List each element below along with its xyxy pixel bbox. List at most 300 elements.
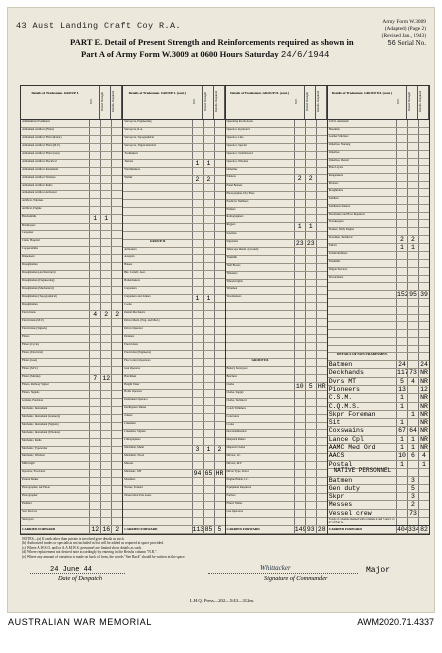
we-cell xyxy=(89,407,100,414)
trade-label: Operating Room Assts. xyxy=(226,119,254,123)
table-row xyxy=(21,327,122,335)
trade-label: C.Q.M.S. xyxy=(328,402,360,410)
posted-cell xyxy=(100,447,111,454)
trade-label: Wheelwrights xyxy=(226,278,243,283)
we-cell xyxy=(294,144,305,151)
we-cell xyxy=(192,486,203,493)
trade-label: Predictor Numbers xyxy=(226,198,249,203)
reinfts-cell xyxy=(214,351,225,358)
we-cell: 149 xyxy=(294,525,307,533)
we-cell xyxy=(89,502,100,509)
trade-label: Totals of columns marked with columns 4 and 5 and 1 to 47 of Part A. xyxy=(328,517,395,525)
we-cell xyxy=(89,391,100,398)
we-cell xyxy=(294,160,305,167)
trade-label: Surveyors, R.A. xyxy=(124,126,143,131)
reinfts-cell xyxy=(316,510,327,517)
reinfts-cell xyxy=(214,478,225,485)
table-row xyxy=(226,486,327,494)
posted-cell xyxy=(305,152,316,159)
we-cell xyxy=(89,478,100,485)
we-cell: 10 xyxy=(396,452,407,459)
trade-label: GROUP II. xyxy=(149,238,166,243)
table-row xyxy=(328,236,429,244)
trade-label: Mechanic, Wireless xyxy=(22,453,45,458)
table-row xyxy=(21,224,122,232)
trade-label: Lithographers xyxy=(124,437,141,441)
reinfts-cell xyxy=(214,367,225,374)
posted-cell xyxy=(203,383,214,390)
we-cell xyxy=(396,518,407,525)
reinfts-cell xyxy=(418,213,429,220)
we-cell: 404 xyxy=(397,525,409,533)
posted-cell xyxy=(305,295,316,302)
posted-cell xyxy=(305,264,316,271)
we-cell xyxy=(396,228,407,235)
reinfts-cell xyxy=(214,144,225,151)
posted-cell: 1 xyxy=(100,215,111,222)
reinfts-cell xyxy=(111,184,122,191)
we-cell xyxy=(294,128,305,135)
reinfts-cell xyxy=(316,168,327,175)
reinfts-cell xyxy=(214,383,225,390)
we-cell xyxy=(192,224,203,231)
posted-cell xyxy=(100,184,111,191)
we-cell xyxy=(396,166,407,173)
posted-cell: 1 xyxy=(407,244,418,251)
trade-label: NATIVE PERSONNEL xyxy=(333,466,392,474)
posted-cell: 2 xyxy=(100,311,111,318)
reinfts-cell xyxy=(111,454,122,461)
table-row xyxy=(123,510,224,518)
trade-label: Orderlies xyxy=(328,149,340,154)
we-cell: 1 xyxy=(89,215,100,222)
reinfts-cell xyxy=(214,255,225,262)
report-date: 24/6/1944 xyxy=(280,49,330,60)
reinfts-cell xyxy=(418,128,429,135)
reinfts-cell xyxy=(111,128,122,135)
trade-label xyxy=(123,208,191,215)
posted-cell xyxy=(100,224,111,231)
we-cell xyxy=(89,176,100,183)
we-cell: 94 xyxy=(192,470,203,477)
we-cell xyxy=(294,287,305,294)
posted-cell xyxy=(100,383,111,390)
reinfts-cell xyxy=(111,415,122,422)
we-cell xyxy=(192,367,203,374)
posted-cell xyxy=(100,303,111,310)
trade-label: Painters xyxy=(226,174,236,179)
reinfts-cell xyxy=(214,406,225,413)
reinfts-cell xyxy=(316,175,327,182)
reinfts-cell: NR xyxy=(418,403,429,410)
carried-forward-row xyxy=(21,526,122,534)
we-cell xyxy=(89,152,100,159)
reinfts-cell xyxy=(316,446,327,453)
trade-label: Fitters' Mates xyxy=(226,500,243,505)
we-cell xyxy=(192,168,203,175)
trade-label: C.S.M. xyxy=(328,394,353,402)
trade-label: Bakers xyxy=(124,262,133,267)
posted-cell xyxy=(100,454,111,461)
trade-column xyxy=(226,86,328,534)
posted-cell xyxy=(100,502,111,509)
column-title: Details of Tradesmen. GROUP I. (cont.) xyxy=(128,91,187,95)
we-cell xyxy=(89,255,100,262)
trade-label: AACS xyxy=(328,452,345,460)
posted-cell xyxy=(407,338,418,345)
reinfts-cell xyxy=(316,415,327,422)
trade-label xyxy=(226,303,294,310)
subcolumn-header: Posted Strength xyxy=(100,86,111,119)
reinfts-cell xyxy=(418,510,429,517)
reinfts-cell xyxy=(214,200,225,207)
print-info: L.H.Q. Press—202—5/43—312m. xyxy=(189,598,255,603)
posted-cell xyxy=(203,319,214,326)
column-header xyxy=(328,86,429,120)
table-row xyxy=(328,189,429,197)
trade-label xyxy=(123,216,191,223)
reinfts-cell xyxy=(418,330,429,337)
posted-cell xyxy=(203,518,214,525)
reinfts-cell xyxy=(214,271,225,278)
trade-label: G.P.O. Assistants xyxy=(328,119,349,123)
posted-cell xyxy=(203,359,214,366)
we-cell xyxy=(192,216,203,223)
reinfts-cell xyxy=(418,260,429,267)
reinfts-cell xyxy=(111,255,122,262)
reinfts-cell xyxy=(316,391,327,398)
we-cell xyxy=(89,439,100,446)
trade-label xyxy=(226,343,294,350)
trade-label: Radiographers xyxy=(226,214,244,219)
posted-cell xyxy=(305,192,316,199)
we-cell: 23 xyxy=(294,240,305,247)
we-cell xyxy=(294,272,305,279)
posted-cell xyxy=(407,322,418,329)
posted-cell xyxy=(305,502,316,509)
table-row xyxy=(328,315,429,323)
we-cell xyxy=(396,276,407,283)
we-cell xyxy=(89,343,100,350)
we-cell xyxy=(89,287,100,294)
we-cell: 1 xyxy=(396,436,407,443)
posted-cell xyxy=(203,398,214,405)
trade-label: Mechanic, Instrument (Wireless) xyxy=(22,429,61,434)
table-row xyxy=(328,252,429,260)
archive-name: AUSTRALIAN WAR MEMORIAL xyxy=(8,617,152,627)
trade-label: Photographer, Dry Plate xyxy=(226,190,255,195)
table-row xyxy=(226,327,327,335)
trade-label: Draughtsmen xyxy=(22,301,38,306)
reinfts-cell xyxy=(316,215,327,222)
trade-label xyxy=(123,510,191,517)
reinfts-cell xyxy=(214,494,225,501)
we-cell xyxy=(192,287,203,294)
table-row xyxy=(328,307,429,315)
reinfts-cell xyxy=(214,319,225,326)
we-cell xyxy=(294,248,305,255)
we-cell xyxy=(294,367,305,374)
reinfts-cell: 2 xyxy=(111,311,122,318)
we-cell xyxy=(396,182,407,189)
trade-label: Surveyors, Trigonometrical xyxy=(124,142,157,147)
reinfts-cell xyxy=(111,518,122,525)
trade-label: Despatch Riders xyxy=(226,437,246,442)
posted-cell xyxy=(100,128,111,135)
reinfts-cell xyxy=(418,299,429,306)
posted-cell xyxy=(100,391,111,398)
posted-cell xyxy=(203,168,214,175)
table-row xyxy=(21,518,122,526)
reinfts-cell xyxy=(316,280,327,287)
posted-cell xyxy=(407,120,418,127)
we-cell xyxy=(396,252,407,259)
rank: Major xyxy=(366,566,391,575)
trade-label xyxy=(226,319,294,326)
reinfts-cell xyxy=(214,176,225,183)
we-cell xyxy=(294,280,305,287)
we-cell xyxy=(192,414,203,421)
posted-cell xyxy=(407,268,418,275)
posted-cell xyxy=(100,343,111,350)
posted-cell xyxy=(203,351,214,358)
posted-cell xyxy=(203,454,214,461)
posted-cell xyxy=(203,263,214,270)
reinfts-cell xyxy=(418,236,429,243)
we-cell xyxy=(396,501,407,508)
trade-label: Storemen, Technical xyxy=(328,234,353,239)
we-cell xyxy=(396,189,407,196)
reinfts-cell: HR xyxy=(316,383,327,390)
reinfts-cell xyxy=(316,367,327,374)
trade-label: Masons xyxy=(124,461,134,466)
posted-cell xyxy=(407,315,418,322)
unit-name: 43 Aust Landing Craft Coy R.A. xyxy=(16,21,182,31)
reinfts-cell xyxy=(316,462,327,469)
trade-label: Instrument Operator xyxy=(124,397,148,402)
reinfts-cell xyxy=(316,303,327,310)
reinfts-cell xyxy=(111,399,122,406)
we-cell xyxy=(89,518,100,525)
trade-label: Fitters, Railway Signal xyxy=(22,382,49,387)
posted-cell xyxy=(407,461,418,468)
posted-cell xyxy=(100,279,111,286)
posted-cell xyxy=(407,220,418,227)
trade-label: GROUP III. xyxy=(251,357,269,362)
posted-cell xyxy=(203,216,214,223)
we-cell xyxy=(294,351,305,358)
reinfts-cell xyxy=(214,295,225,302)
posted-cell xyxy=(203,136,214,143)
posted-cell xyxy=(305,272,316,279)
reinfts-cell xyxy=(418,353,429,360)
posted-cell xyxy=(203,192,214,199)
trade-column xyxy=(328,86,429,534)
posted-cell xyxy=(203,422,214,429)
trade-label: Riggers xyxy=(226,222,236,227)
posted-cell xyxy=(407,330,418,337)
trade-label: Farriers xyxy=(226,492,236,497)
reinfts-cell xyxy=(214,192,225,199)
posted-cell xyxy=(407,386,418,393)
table-row xyxy=(226,335,327,343)
trade-label: Artificer, Wireless xyxy=(22,198,44,203)
reinfts-cell: 39 xyxy=(418,291,429,298)
trade-label: Height Taker xyxy=(124,381,140,386)
posted-cell xyxy=(100,470,111,477)
we-cell xyxy=(89,367,100,374)
trade-label: Surveyors, Topographical xyxy=(124,134,155,139)
trade-label: Mechanic, Typewriter xyxy=(22,445,48,450)
trade-label: Photographer xyxy=(22,493,38,498)
we-cell xyxy=(294,478,305,485)
table-row xyxy=(328,466,429,477)
table-row xyxy=(226,215,327,223)
reinfts-cell xyxy=(214,128,225,135)
table-row xyxy=(226,264,327,272)
reinfts-cell xyxy=(111,375,122,382)
trade-label xyxy=(123,192,191,199)
posted-cell: 2 xyxy=(203,176,214,183)
reinfts-cell xyxy=(111,359,122,366)
trade-label: Tailors xyxy=(328,243,337,248)
we-cell xyxy=(294,494,305,501)
trade-label: Intelligence Duties xyxy=(124,405,147,410)
table-row xyxy=(226,367,327,375)
table-row xyxy=(123,494,224,502)
posted-cell xyxy=(407,182,418,189)
subcolumn-header: Reinfts. Required xyxy=(316,86,327,119)
we-cell xyxy=(396,299,407,306)
posted-cell xyxy=(407,346,418,353)
posted-cell xyxy=(407,213,418,220)
trade-label: CARRIED FORWARD xyxy=(226,526,260,531)
trade-label: Fitters (Marine) xyxy=(22,373,41,378)
reinfts-cell xyxy=(418,469,429,476)
we-cell xyxy=(396,151,407,158)
we-cell xyxy=(294,256,305,263)
posted-cell xyxy=(203,406,214,413)
posted-cell: 5 xyxy=(305,383,316,390)
trade-label: Storekeepers xyxy=(328,219,344,224)
we-cell xyxy=(192,136,203,143)
table-row xyxy=(123,255,224,263)
reinfts-cell xyxy=(214,120,225,127)
reinfts-cell xyxy=(111,215,122,222)
trade-label: Cooks xyxy=(226,421,234,426)
posted-cell xyxy=(407,205,418,212)
we-cell xyxy=(89,247,100,254)
reinfts-cell: 5 xyxy=(214,526,225,533)
table-row xyxy=(328,436,429,444)
trade-label: Draughtsmen xyxy=(22,262,38,267)
we-cell xyxy=(192,375,203,382)
trade-label xyxy=(123,232,191,239)
posted-cell xyxy=(100,136,111,143)
trade-label: Armament Artificer Electrical xyxy=(22,158,57,163)
table-row xyxy=(328,276,429,284)
posted-cell: 2 xyxy=(407,236,418,243)
trade-label: Concreters xyxy=(226,413,240,418)
posted-cell xyxy=(305,160,316,167)
we-cell xyxy=(89,486,100,493)
posted-cell xyxy=(407,353,418,360)
reinfts-cell xyxy=(111,207,122,214)
posted-cell xyxy=(407,166,418,173)
table-row xyxy=(328,378,429,386)
table-row xyxy=(123,367,224,375)
trade-label: Vessel crew xyxy=(328,509,372,517)
posted-cell xyxy=(305,232,316,239)
posted-cell xyxy=(305,128,316,135)
we-cell xyxy=(294,399,305,406)
we-cell xyxy=(192,271,203,278)
posted-cell: 85 xyxy=(203,526,214,533)
trade-label: Fitters (M.V.) xyxy=(22,365,38,370)
posted-cell xyxy=(100,144,111,151)
trade-label: Riveters xyxy=(328,180,339,185)
posted-cell xyxy=(305,407,316,414)
reinfts-cell xyxy=(316,295,327,302)
trade-label: Carpenter xyxy=(22,230,34,235)
posted-cell xyxy=(100,462,111,469)
trade-label: Carpenters and Joiners xyxy=(124,294,151,299)
posted-cell: 3 xyxy=(407,477,418,484)
reinfts-cell xyxy=(214,184,225,191)
reinfts-cell: 2 xyxy=(214,446,225,453)
reinfts-cell xyxy=(214,390,225,397)
we-cell xyxy=(294,518,305,525)
trade-label: Surveyors, Engineering xyxy=(124,119,152,123)
table-row xyxy=(123,414,224,422)
reinfts-cell xyxy=(316,248,327,255)
table-row xyxy=(21,247,122,255)
table-row xyxy=(123,232,224,240)
reinfts-cell xyxy=(418,205,429,212)
table-row xyxy=(21,303,122,311)
trade-label: Wagon Erectors xyxy=(328,266,348,271)
we-cell xyxy=(294,200,305,207)
reinfts-cell xyxy=(111,494,122,501)
posted-cell xyxy=(305,184,316,191)
trade-label: CARRIED FORWARD xyxy=(124,526,158,531)
table-row xyxy=(328,338,429,346)
reinfts-cell xyxy=(316,144,327,151)
table-row xyxy=(123,168,224,176)
we-cell xyxy=(89,335,100,342)
posted-cell xyxy=(305,494,316,501)
trade-label: Postal xyxy=(328,460,353,468)
reinfts-cell xyxy=(316,128,327,135)
we-cell xyxy=(396,268,407,275)
posted-cell xyxy=(100,168,111,175)
serial-number: 56 xyxy=(387,40,396,49)
reinfts-cell xyxy=(214,263,225,270)
we-cell xyxy=(192,184,203,191)
table-row xyxy=(21,454,122,462)
table-row xyxy=(328,143,429,151)
we-cell: 113 xyxy=(192,525,205,533)
trade-label: Joiners xyxy=(124,413,133,418)
reinfts-cell xyxy=(316,351,327,358)
we-cell xyxy=(89,184,100,191)
we-cell xyxy=(192,494,203,501)
we-cell xyxy=(89,351,100,358)
we-cell xyxy=(89,510,100,517)
we-cell xyxy=(89,239,100,246)
posted-cell xyxy=(203,287,214,294)
trade-label: Orderlies, Dental xyxy=(328,157,349,162)
